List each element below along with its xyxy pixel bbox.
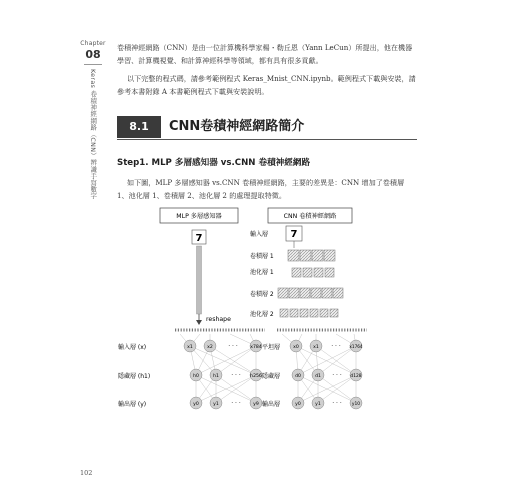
section-header <box>117 116 417 138</box>
mlp-node-label: y1 <box>213 402 219 407</box>
chapter-vertical-title: Keras 卷積神經網路（CNN）辨識手寫數字 <box>89 69 98 200</box>
cnn-node-label: d128 <box>350 374 362 379</box>
mlp-vs-cnn-figure <box>110 204 410 434</box>
mlp-hidden-layer-label: 隱藏層 (h1) <box>118 373 151 380</box>
mlp-node-label: x1 <box>187 345 193 350</box>
step-heading <box>117 156 310 168</box>
cnn-flattened-vector <box>276 328 368 332</box>
cnn-node-label: d1 <box>315 374 321 379</box>
mlp-node-label: x784 <box>250 345 262 350</box>
cnn-layer-input-label: 輸入層 <box>250 231 269 238</box>
mlp-vs-cnn-diagram <box>110 204 410 438</box>
section-number: 8.1 <box>117 116 161 138</box>
step-text: MLP 多層感知器 vs.CNN 卷積神經網路 <box>151 158 311 168</box>
mlp-node-label: y9 <box>253 402 259 407</box>
cnn-title: CNN 卷積神經網路 <box>283 213 337 220</box>
cnn-node-label: d0 <box>295 374 301 379</box>
cnn-input-digit-glyph: 7 <box>290 229 298 240</box>
mlp-reshape-arrowhead <box>196 320 202 325</box>
cnn-node-label: y10 <box>351 402 361 407</box>
cnn-layer-pool2-label: 池化層 2 <box>250 311 274 318</box>
mlp-ellipsis: · · · <box>228 343 238 350</box>
cnn-layer-conv2-label: 卷積層 2 <box>250 291 274 298</box>
cnn-flatten-layer-label: 平坦層 <box>262 344 281 351</box>
cnn-node-label: y0 <box>295 402 301 407</box>
mlp-flattened-vector <box>174 328 266 332</box>
mlp-node-label: h256 <box>250 374 262 379</box>
mlp-reshape-column <box>197 246 202 314</box>
cnn-ellipsis: · · · <box>332 400 342 407</box>
mlp-hidden-nodes <box>190 369 262 381</box>
chapter-number: 08 <box>85 48 101 61</box>
mlp-output-layer-label: 輸出層 (y) <box>118 401 147 408</box>
chapter-divider <box>84 64 102 65</box>
mlp-input-digit-glyph: 7 <box>195 233 203 244</box>
chapter-label: Chapter <box>80 40 106 47</box>
page-number: 102 <box>80 469 93 477</box>
chapter-sidebar <box>80 40 106 199</box>
paragraph-code-reference: 以下完整的程式碼，請參考範例程式 Keras_Mnist_CNN.ipynb。範例程式下載與安裝，請參考本書附錄 A 本書範例程式下載與安裝說明。 <box>117 74 416 96</box>
mlp-node-label: y0 <box>193 402 199 407</box>
mlp-output-nodes <box>190 397 262 409</box>
cnn-node-label: x1 <box>313 345 319 350</box>
cnn-layer-conv1-label: 卷積層 1 <box>250 253 274 260</box>
cnn-hidden-nodes <box>292 369 362 381</box>
cnn-pool2-maps <box>280 309 338 317</box>
mlp-ellipsis: · · · <box>231 400 241 407</box>
mlp-node-label: x2 <box>207 345 213 350</box>
paragraph-intro: 卷積神經網路（CNN）是由一位計算機科學家楊・勒丘恩（Yann LeCun）所提出，他在機器學習、計算機視覺、和計算神經科學等領域，都有具有很多貢獻。 <box>117 43 413 65</box>
step-label: Step1. <box>117 158 149 168</box>
section-title: CNN卷積神經網路簡介 <box>169 119 305 134</box>
mlp-reshape-label: reshape <box>206 316 231 323</box>
mlp-ellipsis: · · · <box>231 372 241 379</box>
cnn-output-nodes <box>292 397 362 409</box>
cnn-flatten-nodes <box>290 340 363 352</box>
mlp-node-label: h1 <box>213 374 219 379</box>
mlp-node-label: h0 <box>193 374 199 379</box>
cnn-output-layer-label: 輸出層 <box>262 401 281 408</box>
cnn-ellipsis: · · · <box>332 372 342 379</box>
cnn-ellipsis: · · · <box>331 343 341 350</box>
cnn-conv2-maps <box>278 288 343 298</box>
mlp-input-layer-label: 輸入層 (x) <box>118 344 147 351</box>
section-underline <box>117 139 417 140</box>
cnn-node-label: x1764 <box>349 344 363 349</box>
cnn-layer-pool1-label: 池化層 1 <box>250 269 274 276</box>
cnn-node-label: x0 <box>293 345 299 350</box>
cnn-conv1-maps <box>288 250 335 261</box>
cnn-pool1-maps <box>292 268 334 277</box>
cnn-node-label: y1 <box>315 402 321 407</box>
cnn-hidden-layer-label: 隱藏層 <box>262 373 281 380</box>
paragraph-diagram-intro: 如下圖，MLP 多層感知器 vs.CNN 卷積神經網路，主要的差異是：CNN 增加了卷積層 1、池化層 1、卷積層 2、池化層 2 的處理提取特徵。 <box>117 178 405 200</box>
mlp-title: MLP 多層感知器 <box>176 213 222 220</box>
